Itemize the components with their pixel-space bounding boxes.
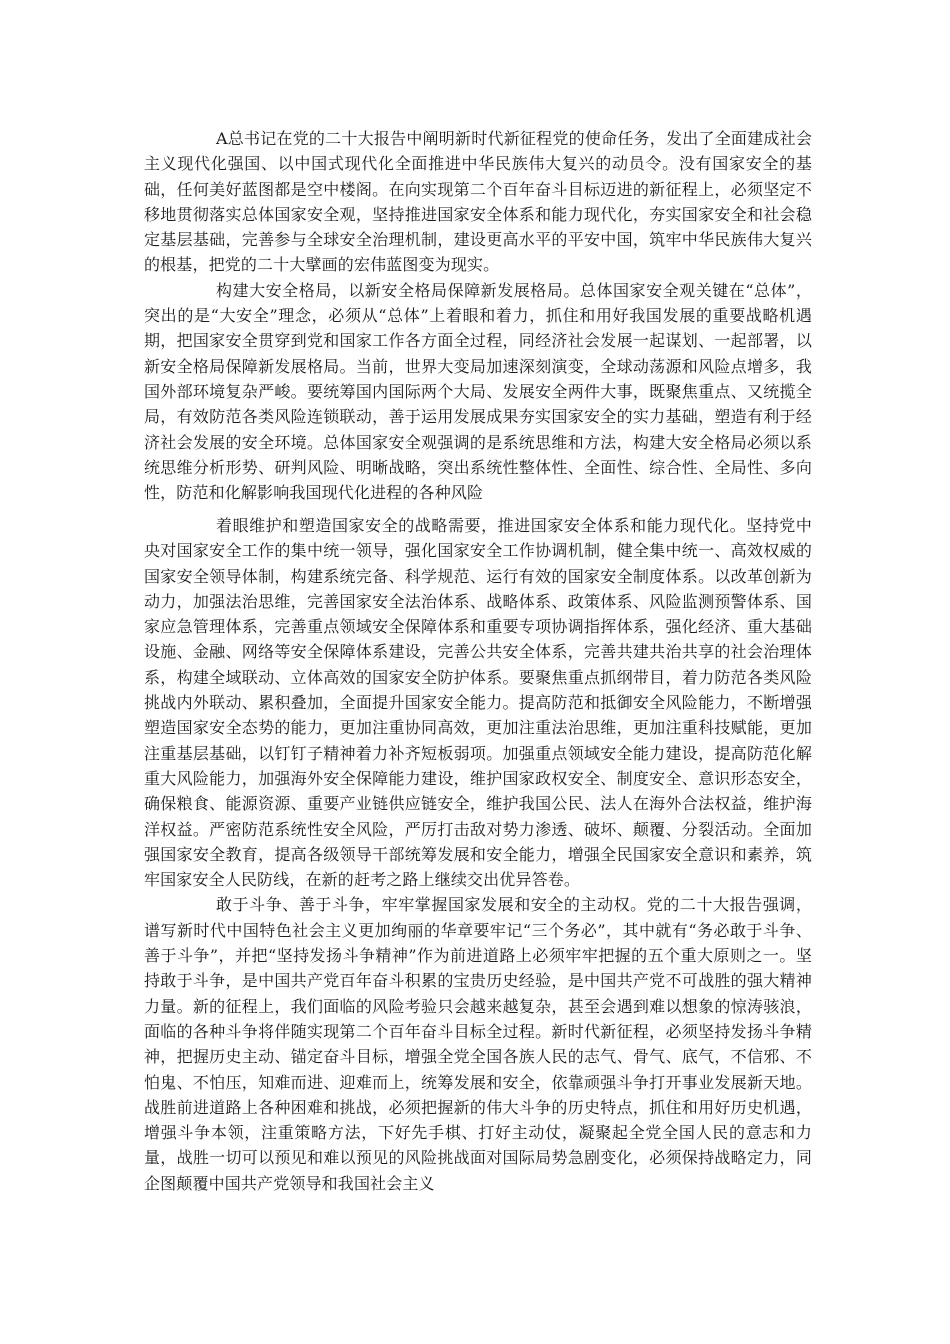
paragraph-intro: A总书记在党的二十大报告中阐明新时代新征程党的使命任务，发出了全面建成社会主义现代化强国、以中国式现代化全面推进中华民族伟大复兴的动员令。没有国家安全的基础，任何美好蓝图都是空中楼阁。在向实现第二个百年奋斗目标迈进的新征程上，必须坚定不移地贯彻落实总体国家安全观，坚持推进国家安全体系和能力现代化，夯实国家安全和社会稳定基层基础，完善参与全球安全治理机制，建设更高水平的平安中国，筑牢中华民族伟大复兴的根基，把党的二十大擘画的宏伟蓝图变为现实。 <box>144 129 812 275</box>
paragraph-struggle: 敢于斗争、善于斗争，牢牢掌握国家发展和安全的主动权。党的二十大报告强调，谱写新时代中国特色社会主义更加绚丽的华章要牢记“三个务必”，其中就有“务必敢于斗争、善于斗争”，并把“坚持发扬斗争精神”作为前进道路上必须牢牢把握的五个重大原则之一。坚持敢于斗争，是中国共产党百年奋斗积累的宝贵历史经验，是中国共产党不可战胜的强大精神力量。新的征程上，我们面临的风险考验只会越来越复杂，甚至会遇到难以想象的惊涛骇浪，面临的各种斗争将伴随实现第二个百年奋斗目标全过程。新时代新征程，必须坚持发扬斗争精神，把握历史主动、锚定奋斗目标，增强全党全国各族人民的志气、骨气、底气，不信邪、不怕鬼、不怕压，知难而进、迎难而上，统筹发展和安全，依靠顽强斗争打开事业发展新天地。战胜前进道路上各种困难和挑战，必须把握新的伟大斗争的历史特点，抓住和用好历史机遇，增强斗争本领，注重策略方法，下好先手棋、打好主动仗，凝聚起全党全国人民的意志和力量，战胜一切可以预见和难以预见的风险挑战面对国际局势急剧变化，必须保持战略定力，同企图颠覆中国共产党领导和我国社会主义 <box>144 895 812 1193</box>
paragraph-security-pattern: 构建大安全格局，以新安全格局保障新发展格局。总体国家安全观关键在“总体”，突出的是“大安全”理念，必须从“总体”上着眼和着力，抓住和用好我国发展的重要战略机遇期，把国家安全贯穿到党和国家工作各方面全过程，同经济社会发展一起谋划、一起部署，以新安全格局保障新发展格局。当前，世界大变局加速深刻演变，全球动荡源和风险点增多，我国外部环境复杂严峻。要统筹国内国际两个大局、发展安全两件大事，既聚焦重点、又统揽全局，有效防范各类风险连锁联动，善于运用发展成果夯实国家安全的实力基础，塑造有利于经济社会发展的安全环境。总体国家安全观强调的是系统思维和方法，构建大安全格局必须以系统思维分析形势、研判风险、明晰战略，突出系统性整体性、全面性、综合性、全局性、多向性，防范和化解影响我国现代化进程的各种风险 <box>144 280 812 503</box>
text-block-top <box>144 126 812 505</box>
paragraph-modernization: 着眼维护和塑造国家安全的战略需要，推进国家安全体系和能力现代化。坚持党中央对国家安全工作的集中统一领导，强化国家安全工作协调机制，健全集中统一、高效权威的国家安全领导体制，构建系统完备、科学规范、运行有效的国家安全制度体系。以改革创新为动力，加强法治思维，完善国家安全法治体系、战略体系、政策体系、风险监测预警体系、国家应急管理体系，完善重点领域安全保障体系和重要专项协调指挥体系，强化经济、重大基础设施、金融、网络等安全保障体系建设，完善公共安全体系，完善共建共治共享的社会治理体系，构建全域联动、立体高效的国家安全防护体系。要聚焦重点抓纲带目，着力防范各类风险挑战内外联动、累积叠加，全面提升国家安全能力。提高防范和抵御安全风险能力，不断增强塑造国家安全态势的能力，更加注重协同高效，更加注重法治思维，更加注重科技赋能，更加注重基层基础，以钉钉子精神着力补齐短板弱项。加强重点领域安全能力建设，提高防范化解重大风险能力，加强海外安全保障能力建设，维护国家政权安全、制度安全、意识形态安全，确保粮食、能源资源、重要产业链供应链安全，维护我国公民、法人在海外合法权益，维护海洋权益。严密防范系统性安全风险，严厉打击敌对势力渗透、破坏、颠覆、分裂活动。全面加强国家安全教育，提高各级领导干部统筹发展和安全能力，增强全民国家安全意识和素养，筑牢国家安全人民防线，在新的赶考之路上继续交出优异答卷。 <box>144 516 812 890</box>
text-block-bottom <box>144 513 812 1196</box>
